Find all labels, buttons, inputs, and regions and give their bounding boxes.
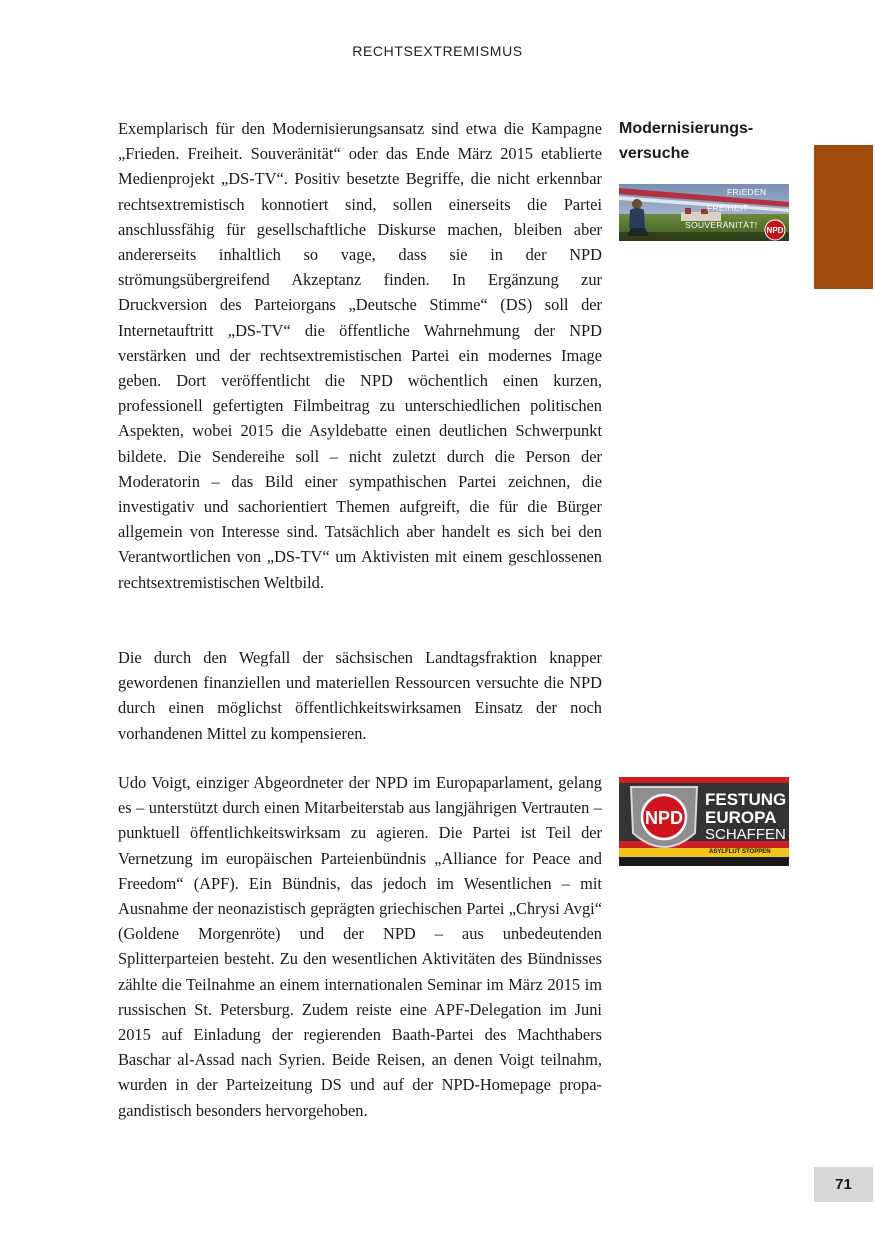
banner-logo-text: NPD — [766, 226, 784, 235]
margin-heading — [619, 116, 789, 166]
poster-line-3: SCHAFFEN — [705, 826, 786, 843]
npd-shield-icon — [631, 787, 697, 847]
running-header: RECHTSEXTREMISMUS — [352, 43, 523, 59]
body-paragraph — [118, 116, 602, 595]
campaign-banner-image — [619, 184, 789, 241]
poster-tagline: ASYLFLUT STOPPEN — [709, 849, 771, 855]
margin-heading-text: Modernisierungs- versuche — [619, 120, 754, 163]
paragraph-text: Udo Voigt, einziger Abgeordneter der NPD im Europaparlament, gelang es – unterstützt durch einen Mitarbeiterstab aus langjährigen Vertrauten – punktuell öffentlichkeitswirksam zu agieren. Die Partei ist Teil der Vernetzung im europäischen Parteienbündnis „Alliance for Peace and Freedom“ (APF). Ein Bündnis, das jedoch im Wesentlichen – mit Ausnahme der neonazistisch geprägten griechischen Partei „Chrysi Avgi“ (Goldene Morgenröte) und der NPD – aus unbedeutenden Splitterparteien besteht. Zu den wesentlichen Aktivitäten des Bündnisses zählte die Teilnahme an einem internationalen Seminar im März 2015 im russischen St. Petersburg. Zudem reiste eine APF-Delegation im Juni 2015 auf Einladung der regierenden Baath-Partei des Machthabers Baschar al-Assad nach Syrien. Beide Reisen, an denen Voigt teilnahm, wurden in der Parteizeitung DS und auf der NPD-Homepage propagandistisch besonders hervorgehoben. — [118, 773, 602, 1120]
banner-line-1: FRIEDEN — [727, 187, 767, 197]
paragraph-text: Exemplarisch für den Modernisierungsansatz sind etwa die Kampagne „Frieden. Freiheit. Souveränität“ oder das Ende März 2015 etablierte Medienprojekt „DS-TV“. Positiv besetzte Begriffe, die nicht erkennbar rechtsextremistisch konnotiert sind, sollen einerseits die Partei anschlussfähig für gesellschaftliche Diskurse machen, bleiben aber andererseits inhaltlich so vage, dass sie in der NPD strömungsübergreifend Akzeptanz finden. In Ergänzung zur Druckversion des Parteiorgans „Deutsche Stimme“ (DS) soll der Internetauftritt „DS-TV“ die öffentliche Wahrnehmung der NPD verstärken und der rechtsextremistischen Partei ein modernes Image geben. Dort veröffentlicht die NPD wöchentlich einen kurzen, professionell gefertigten Filmbeitrag zu unterschiedlichen politischen Aspekten, wobei 2015 die Asyldebatte einen deutlichen Schwerpunkt bildete. Die Sendereihe soll – nicht zuletzt durch die Person der Moderatorin – das Bild einer sympathischen Partei zeichnen, die investigativ und sachorientiert Themen aufgreift, die für die Bürger allgemein von Interesse sind. Tatsächlich aber handelt es sich bei den Verantwortlichen von „DS-TV“ um Aktivisten mit einem geschlossenen rechtsextremistischen Weltbild. — [118, 119, 602, 592]
body-paragraph — [118, 770, 602, 1123]
chapter-tab — [814, 145, 873, 289]
poster-line-2: EUROPA — [705, 808, 777, 827]
banner-line-2: FREIHEIT — [707, 203, 749, 213]
npd-logo-icon — [765, 220, 785, 240]
banner-line-3: SOUVERÄNITÄT! — [685, 220, 758, 230]
poster-logo-text: NPD — [644, 808, 684, 828]
page-number: 71 — [814, 1167, 873, 1202]
campaign-poster-image — [619, 777, 789, 866]
body-paragraph — [118, 645, 602, 746]
poster-line-1: FESTUNG — [705, 790, 787, 809]
paragraph-text: Die durch den Wegfall der sächsischen Landtagsfraktion knapper gewordenen finanziellen und materiellen Ressourcen versuchte die NPD durch einen möglichst öffentlichkeitswirksamen Einsatz der noch vorhandenen Mittel zu kompensieren. — [118, 648, 602, 743]
